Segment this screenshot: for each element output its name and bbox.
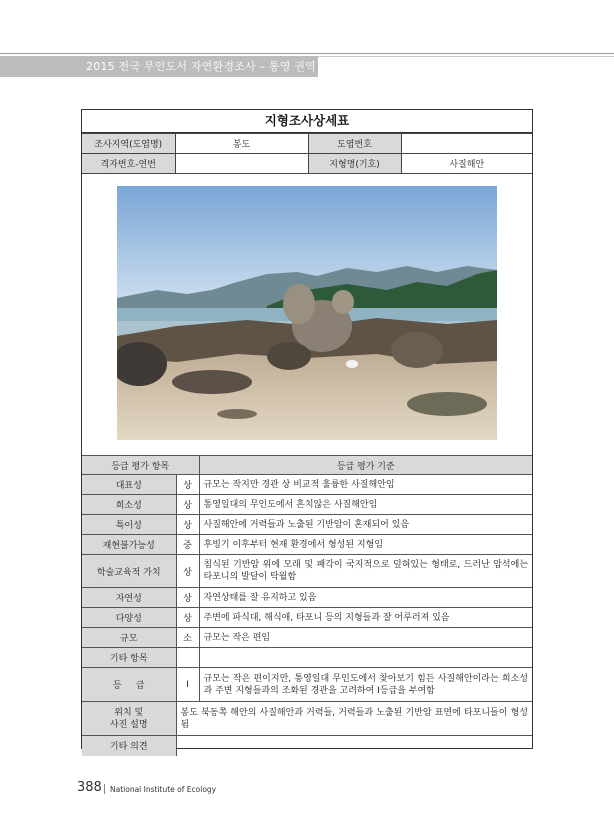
location-label: [82, 702, 176, 736]
location-row: [82, 702, 532, 736]
landform-label: 지형명(기호): [308, 154, 401, 174]
eval-row: [82, 588, 532, 608]
eval-header-row: [82, 456, 532, 475]
eval-grade: 상: [176, 495, 199, 515]
final-grade-label: 등 급: [82, 668, 176, 702]
region-label: 조사지역(도엽명): [82, 134, 175, 154]
footer-org: National Institute of Ecology: [110, 785, 217, 794]
eval-item: 기타 항목: [82, 648, 176, 668]
eval-item: 다양성: [82, 608, 176, 628]
other-value: [176, 736, 532, 756]
eval-item: 자연성: [82, 588, 176, 608]
eval-row: [82, 648, 532, 668]
eval-item: 규모: [82, 628, 176, 648]
eval-desc: 통영일대의 무인도에서 흔치않은 사질해안임: [199, 495, 532, 515]
eval-row: [82, 475, 532, 495]
grid-label: 격자번호-연번: [82, 154, 175, 174]
location-label-line2: 사진 설명: [109, 719, 148, 730]
eval-row-grade: [82, 668, 532, 702]
eval-desc: 주변에 파식대, 해식애, 타포니 등의 지형들과 잘 어루러져 있음: [199, 608, 532, 628]
eval-grade: 상: [176, 475, 199, 495]
header-rule-right: [318, 56, 614, 57]
eval-row: [82, 608, 532, 628]
eval-grade: 상: [176, 555, 199, 588]
survey-form: [81, 109, 533, 753]
eval-item: 학술교육적 가치: [82, 555, 176, 588]
eval-row: [82, 495, 532, 515]
eval-desc: 침식된 기반암 위에 모래 및 패각이 국지적으로 덮혀있는 형태로, 드러난 암석에는 타포니의 발달이 탁월함: [199, 555, 532, 588]
eval-grade: 상: [176, 515, 199, 535]
eval-grade: 상: [176, 608, 199, 628]
running-title: 2015 전국 무인도서 자연환경조사 – 통영 권역: [86, 60, 316, 73]
map-no-label: 도엽번호: [308, 134, 401, 154]
eval-grade: 중: [176, 535, 199, 555]
form-title: 지형조사상세표: [82, 110, 532, 133]
eval-desc: [199, 648, 532, 668]
eval-desc: 후빙기 이후부터 현재 환경에서 형성된 지형임: [199, 535, 532, 555]
eval-row: [82, 628, 532, 648]
footer-divider: [104, 784, 105, 794]
photo-section: [82, 174, 532, 456]
info-row: [82, 134, 532, 154]
eval-item: 대표성: [82, 475, 176, 495]
header-rule: [0, 53, 614, 54]
eval-desc: 규모는 작은 편임: [199, 628, 532, 648]
coastline-photo: [117, 186, 497, 440]
final-grade-desc: 규모는 작은 편이지만, 통영일대 무인도에서 찾아보기 힘든 사질해안이라는 희소성과 주변 지형들과의 조화된 경관을 고려하여 Ⅰ등급을 부여함: [199, 668, 532, 702]
eval-row: [82, 555, 532, 588]
landform-value: 사질해안: [401, 154, 532, 174]
page-number: 388: [77, 780, 102, 795]
eval-grade: [176, 648, 199, 668]
eval-item-header: 등급 평가 항목: [82, 456, 199, 475]
region-value: 봉도: [175, 134, 308, 154]
eval-criteria-header: 등급 평가 기준: [199, 456, 532, 475]
eval-item: 재현불가능성: [82, 535, 176, 555]
eval-item: 희소성: [82, 495, 176, 515]
eval-row: [82, 535, 532, 555]
eval-desc: 규모는 작지만 경관 상 비교적 훌륭한 사질해안임: [199, 475, 532, 495]
evaluation-table: [82, 455, 532, 756]
other-label: 기타 의견: [82, 736, 176, 756]
info-row: [82, 154, 532, 174]
eval-grade: 상: [176, 588, 199, 608]
location-desc: 봉도 북동쪽 해안의 사질해안과 거력들, 거력들과 노출된 기반암 표면에 타포니들이 형성됨: [176, 702, 532, 736]
eval-item: 특이성: [82, 515, 176, 535]
map-no-value: [401, 134, 532, 154]
eval-desc: 사질해안에 거력들과 노출된 기반암이 혼재되어 있음: [199, 515, 532, 535]
eval-grade: 소: [176, 628, 199, 648]
eval-row: [82, 515, 532, 535]
grid-value: [175, 154, 308, 174]
eval-desc: 자연상태를 잘 유지하고 있음: [199, 588, 532, 608]
location-label-line1: 위치 및: [114, 707, 144, 718]
other-row: [82, 736, 532, 756]
info-table: [82, 133, 532, 174]
final-grade: Ⅰ: [176, 668, 199, 702]
